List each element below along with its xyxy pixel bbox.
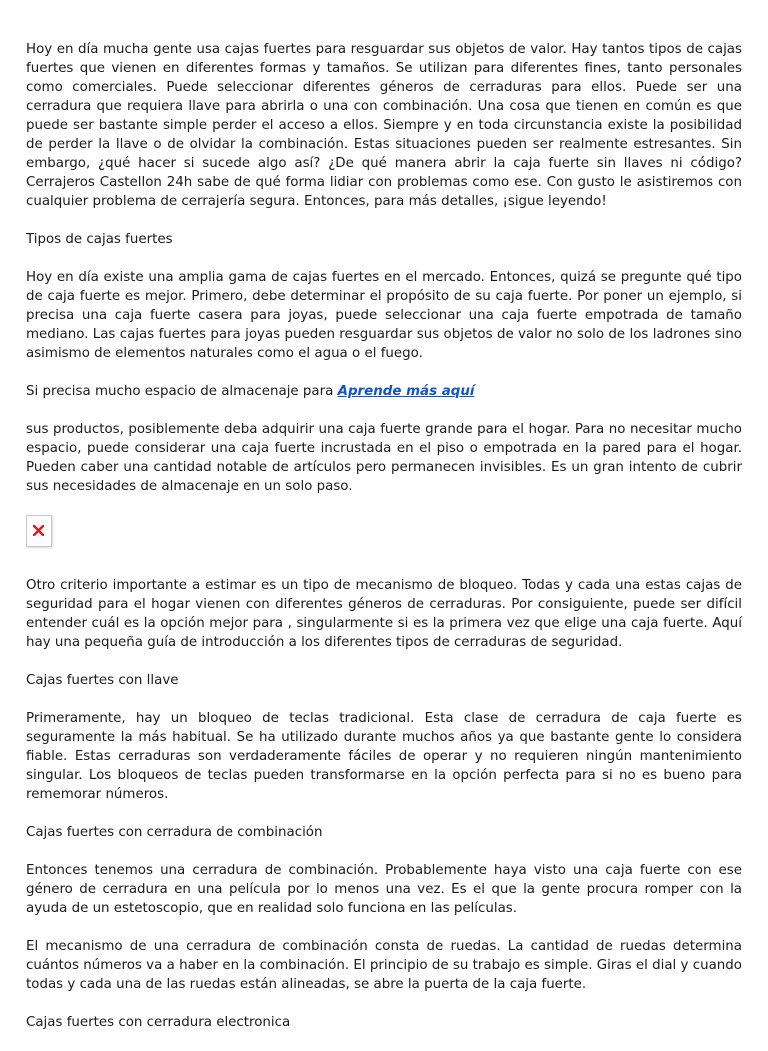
heading-electronica: Cajas fuertes con cerradura electronica [26,1015,291,1030]
heading-combinacion: Cajas fuertes con cerradura de combinación [26,825,323,840]
tipos-paragraph: Hoy en día existe una amplia gama de cajas fuertes en el mercado. Entonces, quizá se pregunte qué tipo de caja fuerte es mejor. Primero, debe determinar el propósito de su caja fuerte. Por poner un ejemplo, si precisa una caja fuerte casera para joyas, puede seleccionar una caja fuerte empotrada de tamaño mediano. Las cajas fuertes para joyas pueden resguardar sus objetos de valor no solo de los ladrones sino asimismo de elementos naturales como el agua o el fuego. [26,270,742,361]
link-paragraph [26,382,742,401]
document-page [26,40,742,1051]
criterio-paragraph: Otro criterio importante a estimar es un tipo de mecanismo de bloqueo. Todas y cada una estas cajas de seguridad para el hogar vienen con diferentes géneros de cerraduras. Por consiguiente, puede ser difícil entender cuál es la opción mejor para , singularmente si es la primera vez que elige una caja fuerte. Aquí hay una pequeña guía de introducción a los diferentes tipos de cerraduras de seguridad. [26,578,742,650]
broken-x-icon [32,525,45,536]
broken-image-icon [26,515,52,547]
combinacion-paragraph-1: Entonces tenemos una cerradura de combinación. Probablemente haya visto una caja fuerte con ese género de cerradura en una película por lo menos una vez. Es el que la gente procura romper con la ayuda de un estetoscopio, que en realidad solo funciona en las películas. [26,863,742,916]
aprende-link[interactable]: Aprende más aquí [337,384,475,399]
link-lead-text: Si precisa mucho espacio de almacenaje para [26,384,338,399]
combinacion-paragraph-2: El mecanismo de una cerradura de combinación consta de ruedas. La cantidad de ruedas determina cuántos números va a haber en la combinación. El principio de su trabajo es simple. Giras el dial y cuando todas y cada una de las ruedas están alineadas, se abre la puerta de la caja fuerte. [26,939,742,992]
almacenaje-paragraph: sus productos, posiblemente deba adquirir una caja fuerte grande para el hogar. Para no necesitar mucho espacio, puede considerar una caja fuerte incrustada en el piso o empotrada en la pared para el hogar. Pueden caber una cantidad notable de artículos pero permanecen invisibles. Es un gran intento de cubrir sus necesidades de almacenaje en un solo paso. [26,422,742,494]
llave-paragraph: Primeramente, hay un bloqueo de teclas tradicional. Esta clase de cerradura de caja fuerte es seguramente la más habitual. Se ha utilizado durante muchos años ya que bastante gente lo considera fiable. Estas cerraduras son verdaderamente fáciles de operar y no requieren ningún mantenimiento singular. Los bloqueos de teclas pueden transformarse en la opción perfecta para si no es bueno para rememorar números. [26,711,742,802]
intro-paragraph: Hoy en día mucha gente usa cajas fuertes para resguardar sus objetos de valor. Hay tantos tipos de cajas fuertes que vienen en diferentes formas y tamaños. Se utilizan para diferentes fines, tanto personales como comerciales. Puede seleccionar diferentes géneros de cerraduras para ellos. Puede ser una cerradura que requiera llave para abrirla o una con combinación. Una cosa que tienen en común es que puede ser bastante simple perder el acceso a ellos. Siempre y en toda circunstancia existe la posibilidad de perder la llave o de olvidar la combinación. Estas situaciones pueden ser realmente estresantes. Sin embargo, ¿qué hacer si sucede algo así? ¿De qué manera abrir la caja fuerte sin llaves ni código? Cerrajeros Castellon 24h sabe de qué forma lidiar con problemas como ese. Con gusto le asistiremos con cualquier problema de cerrajería segura. Entonces, para más detalles, ¡sigue leyendo! [26,42,742,209]
heading-tipos: Tipos de cajas fuertes [26,232,173,247]
image-placeholder [26,515,742,549]
heading-llave: Cajas fuertes con llave [26,673,179,688]
